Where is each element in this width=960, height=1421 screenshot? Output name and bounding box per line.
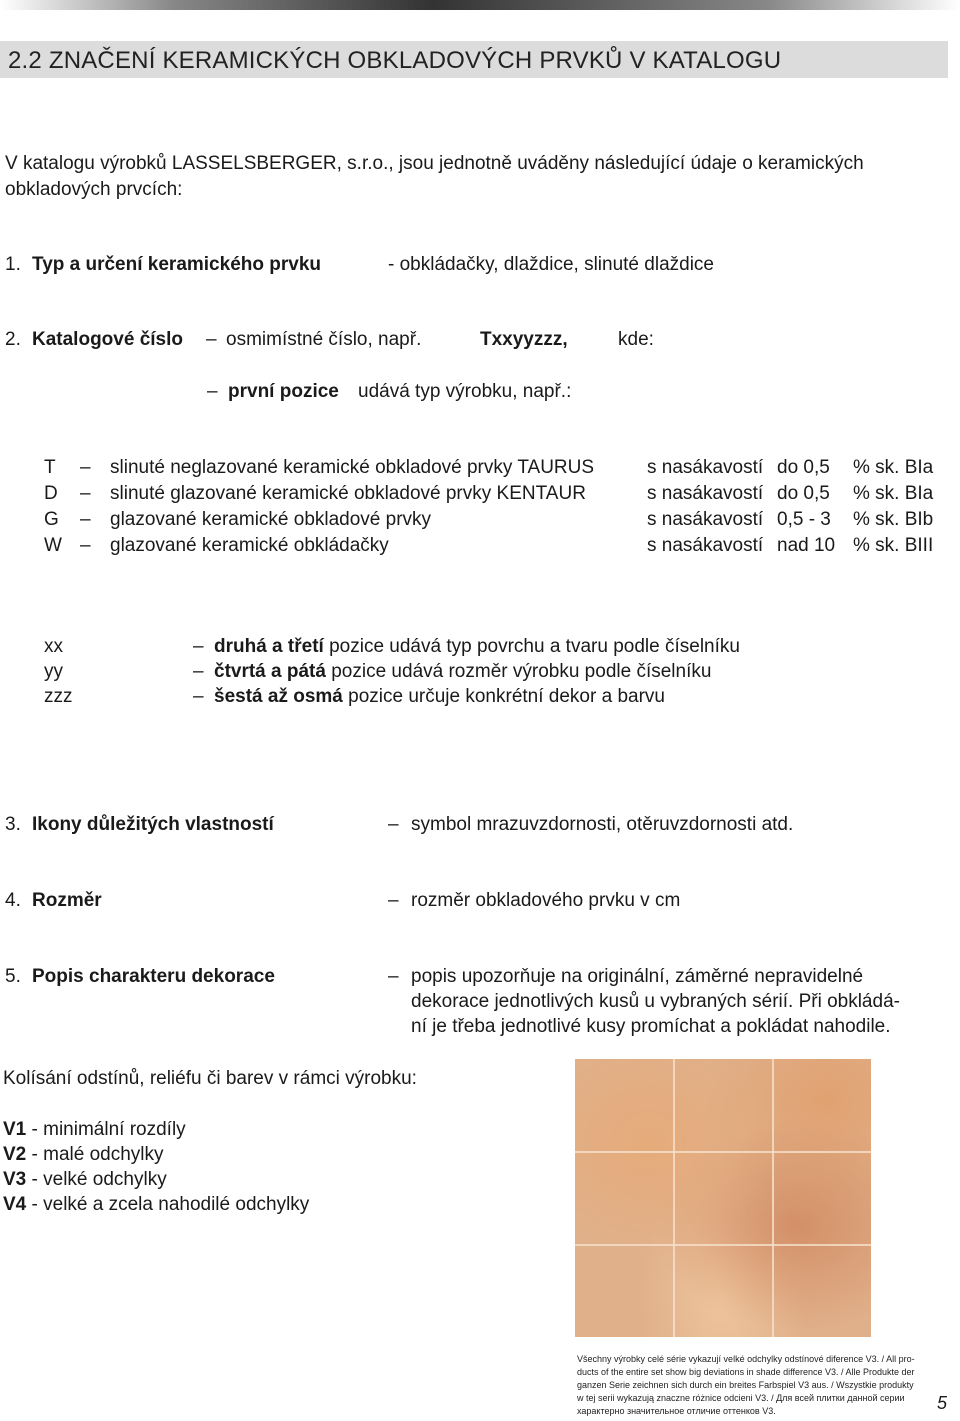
item5-line: ní je třeba jednotlivé kusy promíchat a pokládat nahodile.: [411, 1016, 891, 1037]
variation-code: V2: [3, 1144, 27, 1165]
type-class: % sk. BIa: [853, 457, 934, 478]
type-absorption-label: s nasákavostí: [647, 457, 764, 478]
type-absorption-value: 0,5 - 3: [777, 509, 831, 530]
type-desc: glazované keramické obkladové prvky: [110, 509, 432, 530]
variation-code: V4: [3, 1194, 27, 1215]
position-dash: –: [193, 661, 204, 682]
item5-dash: –: [388, 966, 399, 987]
item5-line: dekorace jednotlivých kusů u vybraných sérií. Při obkládá-: [411, 991, 900, 1012]
variation-desc: - velké a zcela nahodilé odchylky: [26, 1194, 310, 1215]
tile-joint: [575, 1244, 871, 1246]
tile-joint: [772, 1059, 774, 1337]
item2-dash: –: [206, 329, 217, 350]
position-code: zzz: [44, 686, 73, 707]
item3-label: Ikony důležitých vlastností: [32, 814, 274, 835]
variation-item: [3, 1119, 186, 1141]
item1-number: 1.: [5, 254, 21, 275]
item2-code: Txxyyzzz,: [480, 329, 568, 350]
item1-label: Typ a určení keramického prvku: [32, 254, 321, 275]
item1-desc: - obkládačky, dlaždice, slinuté dlaždice: [388, 254, 714, 275]
caption-line: Všechny výrobky celé série vykazují velké odchylky odstínové diference V3. / All pro-: [577, 1354, 915, 1364]
position-row-text: [214, 686, 665, 708]
type-dash: –: [80, 457, 91, 478]
type-absorption-value: do 0,5: [777, 483, 830, 504]
position-code: yy: [44, 661, 63, 682]
position-rest: pozice udává typ povrchu a tvaru podle číselníku: [329, 636, 740, 657]
section-heading: 2.2 ZNAČENÍ KERAMICKÝCH OBKLADOVÝCH PRVKŮ V KATALOGU: [8, 47, 782, 74]
position-rest: pozice udává rozměr výrobku podle číselníku: [331, 661, 712, 682]
item5-number: 5.: [5, 966, 21, 987]
intro-paragraph: V katalogu výrobků LASSELSBERGER, s.r.o., jsou jednotně uváděny následující údaje o keramických obkladových prvcích:: [5, 153, 864, 200]
type-absorption-value: nad 10: [777, 535, 836, 556]
item4-dash: –: [388, 890, 399, 911]
type-class: % sk. BIa: [853, 483, 934, 504]
tile-sample-image: [575, 1059, 871, 1337]
section-heading-bar: [0, 41, 948, 78]
position-bold: šestá až osmá: [214, 686, 343, 707]
type-desc: slinuté neglazované keramické obkladové prvky TAURUS: [110, 457, 595, 478]
type-dash: –: [80, 483, 91, 504]
top-decorative-line: [0, 0, 960, 10]
type-absorption-label: s nasákavostí: [647, 535, 764, 556]
type-absorption-label: s nasákavostí: [647, 483, 764, 504]
tile-joint: [673, 1059, 675, 1337]
variation-item: [3, 1194, 309, 1216]
tile-joint: [575, 1151, 871, 1153]
item2-label: Katalogové číslo: [32, 329, 183, 350]
position-row-text: [214, 661, 711, 683]
first-position-bold: první pozice: [228, 381, 339, 402]
caption-line: ganzen Serie zeichnen sich durch ein breites Farbspiel V3 aus. / Wszystkie produkty: [577, 1380, 914, 1390]
item2-desc: osmimístné číslo, např.: [226, 329, 422, 350]
item4-number: 4.: [5, 890, 21, 911]
item3-dash: –: [388, 814, 399, 835]
variation-desc: - velké odchylky: [26, 1169, 167, 1190]
caption-line: w tej serii wykazują znaczne różnice odcieni V3. / Для всей плитки данной серии: [577, 1393, 905, 1403]
variation-desc: - malé odchylky: [26, 1144, 164, 1165]
type-dash: –: [80, 509, 91, 530]
caption-line: ducts of the entire set show big deviations in shade difference V3. / Alle Produkte der: [577, 1367, 915, 1377]
item4-label: Rozměr: [32, 890, 102, 911]
item4-desc: rozměr obkladového prvku v cm: [411, 890, 681, 911]
item3-number: 3.: [5, 814, 21, 835]
variation-desc: - minimální rozdíly: [26, 1119, 186, 1140]
image-caption: [577, 1353, 915, 1418]
position-row-text: [214, 636, 740, 658]
item5-line: popis upozorňuje na originální, záměrné nepravidelné: [411, 966, 864, 987]
position-code: xx: [44, 636, 63, 657]
type-class: % sk. BIb: [853, 509, 934, 530]
first-position-rest: udává typ výrobku, např.:: [358, 381, 572, 402]
type-absorption-value: do 0,5: [777, 457, 830, 478]
item5-label: Popis charakteru dekorace: [32, 966, 275, 987]
position-dash: –: [193, 636, 204, 657]
variation-code: V1: [3, 1119, 27, 1140]
type-class: % sk. BIII: [853, 535, 934, 556]
position-bold: druhá a třetí: [214, 636, 324, 657]
position-rest: pozice určuje konkrétní dekor a barvu: [348, 686, 665, 707]
type-letter: T: [44, 457, 56, 478]
position-bold: čtvrtá a pátá: [214, 661, 326, 682]
item2-kde: kde:: [618, 329, 654, 350]
type-letter: G: [44, 509, 59, 530]
type-desc: glazované keramické obkládačky: [110, 535, 389, 556]
type-letter: D: [44, 483, 58, 504]
type-desc: slinuté glazované keramické obkladové prvky KENTAUR: [110, 483, 586, 504]
tile-grid-lines: [575, 1059, 871, 1337]
variation-item: [3, 1144, 164, 1166]
type-letter: W: [44, 535, 62, 556]
item3-desc: symbol mrazuvzdornosti, otěruvzdornosti atd.: [411, 814, 794, 835]
position-dash: –: [193, 686, 204, 707]
item2-number: 2.: [5, 329, 21, 350]
variation-item: [3, 1169, 167, 1191]
type-dash: –: [80, 535, 91, 556]
type-absorption-label: s nasákavostí: [647, 509, 764, 530]
variation-code: V3: [3, 1169, 27, 1190]
variation-title: Kolísání odstínů, reliéfu či barev v rámci výrobku:: [3, 1068, 417, 1089]
first-position-dash: –: [207, 381, 218, 402]
page-number: 5: [937, 1393, 948, 1413]
caption-line: характерно значительное отличие оттенков V3.: [577, 1406, 776, 1416]
